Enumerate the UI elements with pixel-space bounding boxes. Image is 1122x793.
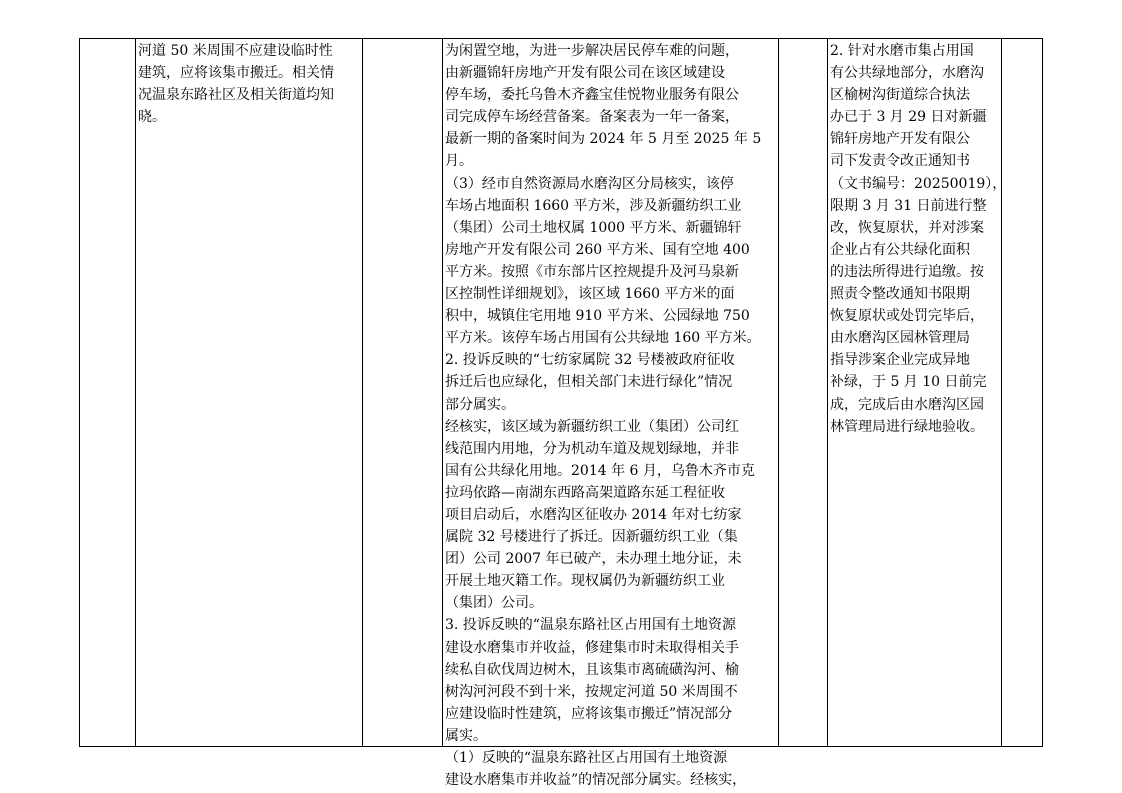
text-line: 拉玛依路—南湖东西路高架道路东延工程征收 — [445, 484, 725, 501]
text-line: 房地产开发有限公司 260 平方米、国有空地 400 — [445, 241, 750, 258]
text-line: 2. 投诉反映的“七纺家属院 32 号楼被政府征收 — [445, 352, 735, 369]
text-line: 树沟河河段不到十米，按规定河道 50 米周围不 — [445, 683, 738, 700]
text-line: 平方米。该停车场占用国有公共绿地 160 平方米。 — [445, 330, 761, 347]
text-line: 司完成停车场经营备案。备案表为一年一备案， — [445, 109, 739, 126]
text-line: 拆迁后也应绿化，但相关部门未进行绿化”情况 — [445, 374, 733, 391]
text-line: 补绿，于 5 月 10 日前完 — [830, 374, 987, 391]
cell-col7 — [1002, 39, 1043, 746]
text-line: （集团）公司。 — [445, 595, 543, 612]
text-line: 建筑，应将该集市搬迁。相关情 — [138, 65, 334, 82]
text-line: 为闲置空地，为进一步解决居民停车难的问题， — [445, 43, 739, 59]
text-line: 办已于 3 月 29 日对新疆 — [830, 109, 987, 126]
text-line: 经核实，该区域为新疆纺织工业（集团）公司红 — [445, 418, 739, 435]
cell-col3 — [363, 39, 442, 746]
text-line: 照责令整改通知书限期 — [830, 286, 970, 303]
text-line: 改，恢复原状，并对涉案 — [830, 219, 984, 236]
text-line: 建设水磨集市并收益，修建集市时未取得相关手 — [445, 639, 739, 656]
text-line: （集团）公司土地权属 1000 平方米、新疆锦轩 — [445, 219, 742, 236]
text-line: 应建设临时性建筑，应将该集市搬迁”情况部分 — [445, 705, 733, 722]
text-line: 月。 — [445, 153, 473, 170]
text-line: 续私自砍伐周边树木，且该集市离硫磺沟河、榆 — [445, 661, 739, 678]
text-line: 国有公共绿化用地。2014 年 6 月，乌鲁木齐市克 — [445, 462, 755, 479]
text-line: （3）经市自然资源局水磨沟区分局核实，该停 — [445, 175, 734, 192]
cell-complaint-text — [138, 39, 360, 746]
text-line: 企业占有公共绿化面积 — [830, 241, 970, 258]
text-line: 锦轩房地产开发有限公 — [830, 131, 970, 148]
text-line: 积中，城镇住宅用地 910 平方米、公园绿地 750 — [445, 308, 750, 325]
text-line: 区榆树沟街道综合执法 — [830, 87, 970, 104]
text-line: 河道 50 米周围不应建设临时性 — [138, 43, 333, 59]
text-line: 线范围内用地，分为机动车道及规划绿地，并非 — [445, 440, 739, 457]
text-line: 属院 32 号楼进行了拆迁。因新疆纺织工业（集 — [445, 529, 738, 546]
column-divider — [135, 39, 136, 746]
text-line: 由水磨沟区园林管理局 — [830, 330, 970, 347]
text-line: 部分属实。 — [445, 396, 515, 413]
text-line: （文书编号：20250019）， — [830, 175, 1007, 192]
text-line: 区控制性详细规划》，该区域 1660 平方米的面 — [445, 286, 735, 303]
cell-verification-text — [445, 39, 777, 789]
text-line: 车场占地面积 1660 平方米，涉及新疆纺织工业 — [445, 197, 742, 214]
text-line: （1）反映的“温泉东路社区占用国有土地资源 — [445, 750, 728, 766]
text-line: 恢复原状或处罚完毕后， — [830, 308, 984, 325]
document-table — [79, 38, 1043, 789]
text-line: 开展土地灭籍工作。现权属仍为新疆纺织工业 — [445, 573, 725, 590]
cell-col1 — [80, 39, 135, 746]
text-line: 2. 针对水磨市集占用国 — [830, 43, 974, 59]
text-line: 属实。 — [445, 727, 487, 744]
cell-rectification-text — [830, 39, 1007, 746]
text-line: 晓。 — [138, 109, 166, 126]
column-divider — [442, 39, 443, 746]
text-line: 林管理局进行绿地验收。 — [830, 418, 984, 435]
column-divider — [827, 39, 828, 746]
text-line: 有公共绿地部分，水磨沟 — [830, 65, 984, 82]
text-line: 平方米。按照《市东部片区控规提升及河马泉新 — [445, 263, 739, 280]
text-line: 指导涉案企业完成异地 — [830, 352, 970, 369]
text-line: 司下发责令改正通知书 — [830, 153, 970, 170]
text-line: 团）公司 2007 年已破产，未办理土地分证，未 — [445, 551, 742, 568]
text-line: 成，完成后由水磨沟区园 — [830, 396, 984, 413]
text-line: 项目启动后，水磨沟区征收办 2014 年对七纺家 — [445, 506, 742, 523]
text-line: 况温泉东路社区及相关街道均知 — [138, 87, 334, 104]
cell-col5 — [779, 39, 827, 746]
text-line: 限期 3 月 31 日前进行整 — [830, 197, 987, 214]
text-line: 建设水磨集市并收益”的情况部分属实。经核实， — [445, 772, 747, 789]
text-line: 3. 投诉反映的“温泉东路社区占用国有土地资源 — [445, 617, 736, 634]
text-line: 由新疆锦轩房地产开发有限公司在该区域建设 — [445, 65, 725, 82]
text-line: 的违法所得进行追缴。按 — [830, 263, 984, 280]
text-line: 最新一期的备案时间为 2024 年 5 月至 2025 年 5 — [445, 131, 762, 148]
text-line: 停车场，委托乌鲁木齐鑫宝佳悦物业服务有限公 — [445, 87, 739, 104]
